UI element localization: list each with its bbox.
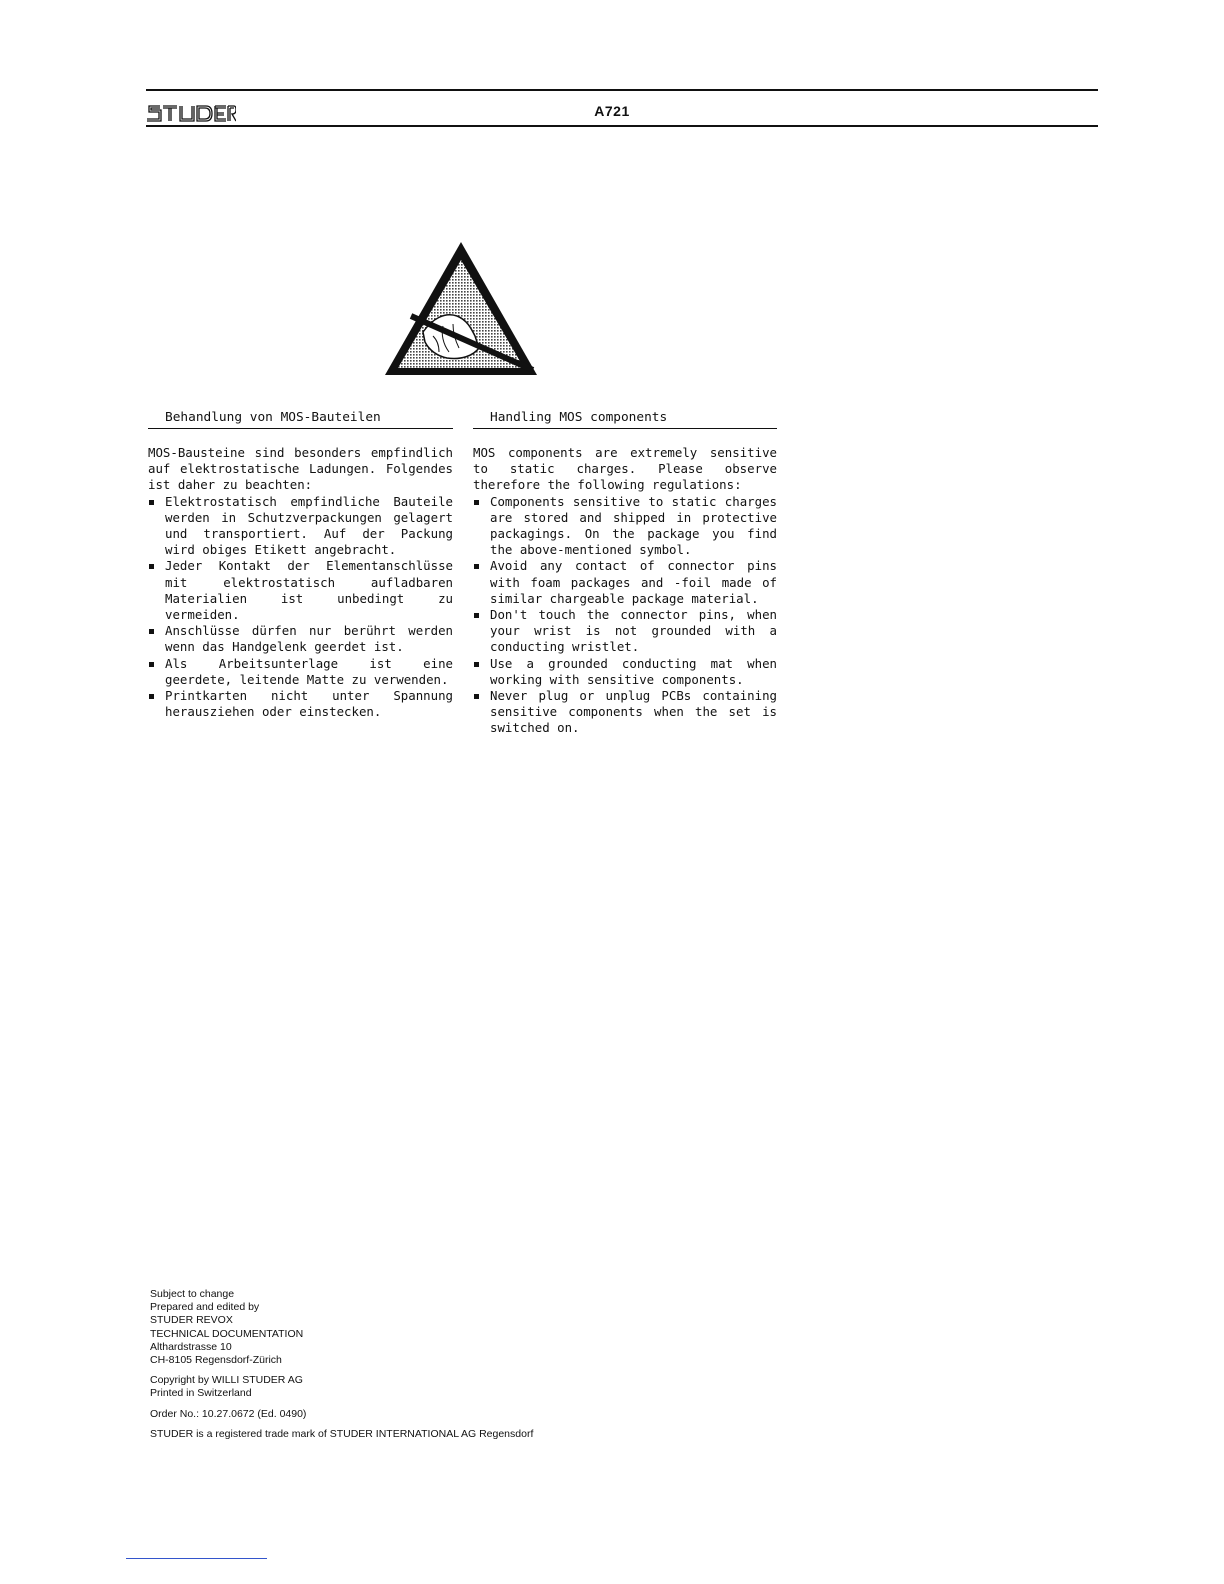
english-column (473, 410, 777, 737)
bullet-icon (474, 500, 479, 505)
order-number: Order No.: 10.27.0672 (Ed. 0490) (150, 1407, 307, 1420)
german-column (148, 410, 453, 720)
model-number: A721 (594, 103, 630, 119)
english-intro: MOS components are extremely sensitive to static charges. Please observe therefore the following regulations: (473, 445, 777, 493)
list-item: Avoid any contact of connector pins with foam packages and -foil made of similar chargeable package material. (473, 558, 777, 607)
bullet-icon (149, 629, 154, 634)
bottom-link-underline (126, 1558, 267, 1559)
bullet-icon (474, 694, 479, 699)
list-item: Printkarten nicht unter Spannung herausziehen oder einstecken. (148, 688, 453, 720)
german-bullet-list (148, 494, 453, 721)
english-bullet-list (473, 494, 777, 737)
bullet-icon (149, 564, 154, 569)
esd-warning-icon (383, 240, 539, 377)
bullet-icon (149, 694, 154, 699)
list-item: Jeder Kontakt der Elementanschlüsse mit elektrostatisch aufladbaren Materialien ist unbedingt zu vermeiden. (148, 558, 453, 623)
list-item: Als Arbeitsunterlage ist eine geerdete, leitende Matte zu verwenden. (148, 656, 453, 688)
bullet-icon (149, 662, 154, 667)
bullet-icon (474, 613, 479, 618)
bullet-icon (474, 564, 479, 569)
imprint-footer (150, 1288, 533, 1448)
german-heading: Behandlung von MOS-Bauteilen (148, 410, 453, 429)
trademark-notice: STUDER is a registered trade mark of STUDER INTERNATIONAL AG Regensdorf (150, 1427, 534, 1440)
list-item: Use a grounded conducting mat when working with sensitive components. (473, 656, 777, 688)
bullet-icon (149, 500, 154, 505)
bullet-icon (474, 662, 479, 667)
list-item: Never plug or unplug PCBs containing sensitive components when the set is switched on. (473, 688, 777, 737)
header-rule-top (146, 89, 1098, 91)
list-item: Components sensitive to static charges are stored and shipped in protective packagings. On the package you find the above-mentioned symbol. (473, 494, 777, 559)
list-item: Don't touch the connector pins, when your wrist is not grounded with a conducting wristlet. (473, 607, 777, 656)
header-rule-bottom (146, 125, 1098, 127)
publisher-block: Subject to change Prepared and edited by STUDER REVOX TECHNICAL DOCUMENTATION Althardstrasse 10 CH-8105 Regensdorf-Zürich (150, 1288, 304, 1367)
list-item: Elektrostatisch empfindliche Bauteile werden in Schutzverpackungen gelagert und transportiert. Auf der Packung wird obiges Etikett angebracht. (148, 494, 453, 559)
german-intro: MOS-Bausteine sind besonders empfindlich auf elektrostatische Ladungen. Folgendes ist daher zu beachten: (148, 445, 453, 493)
copyright-block: Copyright by WILLI STUDER AG Printed in Switzerland (150, 1374, 303, 1400)
list-item: Anschlüsse dürfen nur berührt werden wenn das Handgelenk geerdet ist. (148, 623, 453, 655)
english-heading: Handling MOS components (473, 410, 777, 429)
